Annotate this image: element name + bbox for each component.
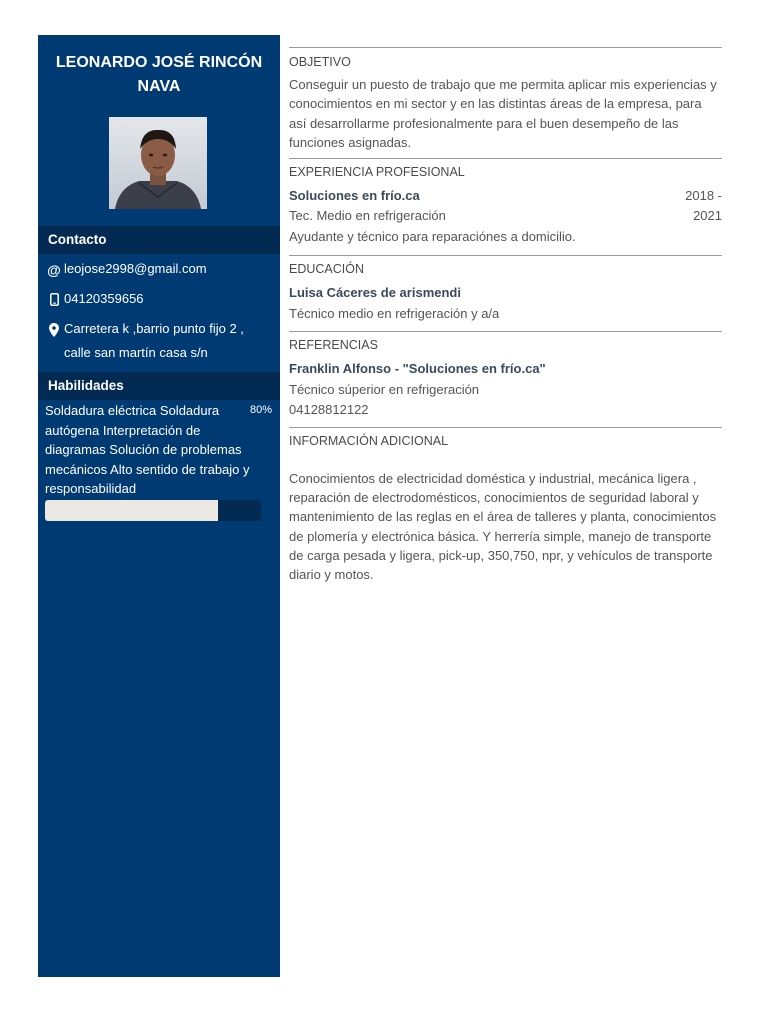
education-degree: Técnico medio en refrigeración y a/a [289, 305, 500, 321]
experience-role: Tec. Medio en refrigeración [289, 208, 446, 224]
contact-email [44, 257, 274, 283]
reference-name: Franklin Alfonso - "Soluciones en frío.ca" [289, 361, 546, 377]
experience-description: Ayudante y técnico para reparaciónes a domicilio. [289, 229, 576, 245]
map-pin-icon [44, 317, 64, 365]
experience-years-start: 2018 - [685, 188, 722, 204]
experience-section [289, 158, 722, 247]
profile-photo [109, 117, 207, 209]
references-section [289, 331, 722, 420]
sidebar [38, 35, 280, 977]
objective-title: OBJETIVO [289, 55, 351, 69]
references-title: REFERENCIAS [289, 338, 378, 353]
reference-position: Técnico súperior en refrigeración [289, 382, 480, 398]
skill-level-fill [45, 500, 218, 521]
skills-text: Soldadura eléctrica Soldadura autógena Interpretación de diagramas Solución de problemas mecánicos Alto sentido de trabajo y responsabilidad [45, 403, 250, 496]
additional-text: Conocimientos de electricidad doméstica y industrial, mecánica ligera , reparación de electrodomésticos, conocimientos de seguridad laboral y mantenimiento de las reglas en el área de talleres y planta, conocimientos de plomería y electrónica básica. Y herrería simple, manejo de transporte de carga pesada y ligera, pick-up, 350,750, npr, y vehículos de transporte diario y motos. [289, 470, 717, 583]
experience-role-row [289, 206, 722, 225]
candidate-name: LEONARDO JOSÉ RINCÓN NAVA [55, 54, 263, 95]
skill-percent-label: 80% [250, 404, 273, 416]
phone-value: 04120359656 [64, 291, 144, 306]
experience-header-row [289, 186, 722, 206]
reference-phone: 04128812122 [289, 402, 369, 418]
education-institution: Luisa Cáceres de arismendi [289, 284, 461, 300]
address-value: Carretera k ,barrio punto fijo 2 , calle san martín casa s/n [64, 321, 244, 360]
experience-title: EXPERIENCIA PROFESIONAL [289, 165, 465, 180]
mobile-phone-icon [44, 287, 64, 311]
contact-address [44, 317, 274, 365]
contact-phone [44, 287, 274, 311]
objective-section [289, 47, 722, 152]
education-title: EDUCACIÓN [289, 261, 365, 276]
education-section [289, 255, 722, 323]
additional-section [289, 427, 722, 585]
skill-level-bar [45, 500, 261, 521]
at-icon: @ [47, 262, 61, 278]
experience-years-end: 2021 [693, 208, 722, 224]
objective-text: Conseguir un puesto de trabajo que me permita aplicar mis experiencias y conocimientos en mi sector y en las distintas áreas de la empresa, para así desarrollarme profesionalmente para el buen desempeño de las funciones asignadas. [289, 77, 717, 150]
skills-heading: Habilidades [38, 372, 280, 400]
contact-heading: Contacto [38, 226, 280, 254]
experience-company: Soluciones en frío.ca [289, 188, 420, 204]
main-content [289, 47, 722, 584]
email-value[interactable]: leojose2998@gmail.com [64, 261, 207, 276]
additional-title: INFORMACIÓN ADICIONAL [289, 433, 449, 448]
